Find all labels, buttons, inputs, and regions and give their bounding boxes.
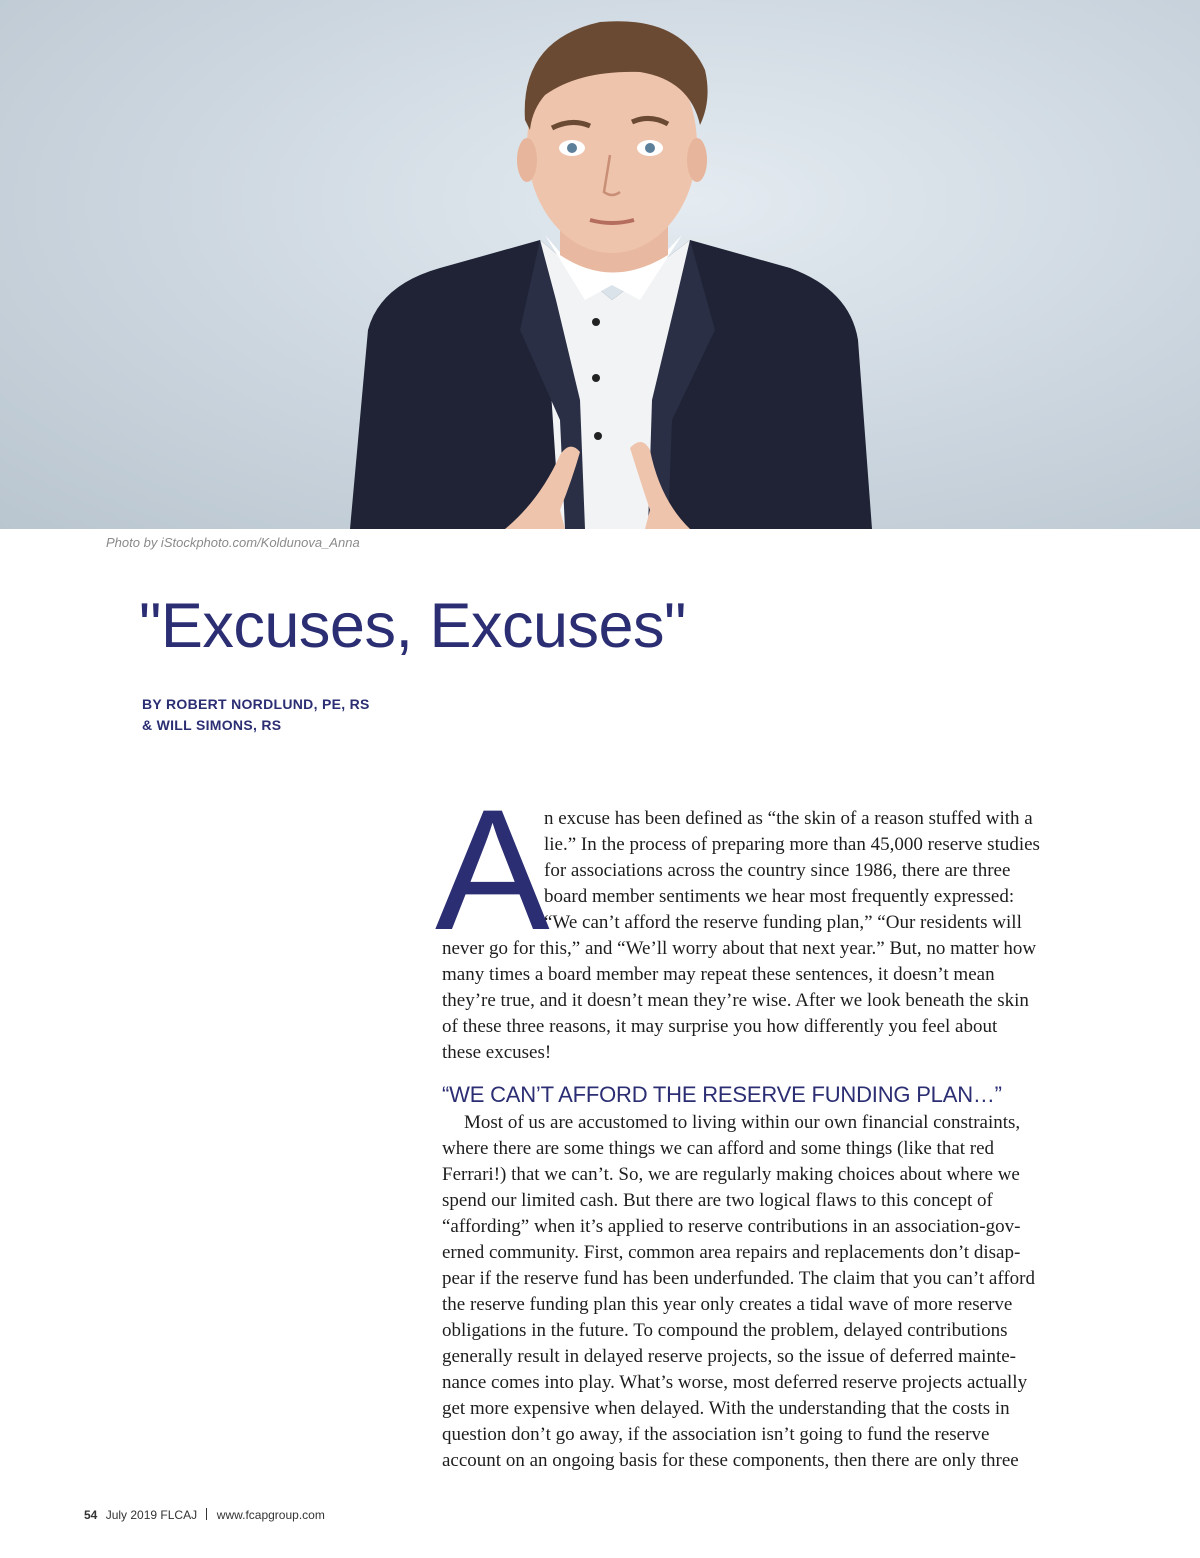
text-line: “We can’t afford the reserve funding plan,” “Our residents will: [544, 912, 1022, 933]
byline: [142, 694, 370, 736]
text-line: lie.” In the process of preparing more than 45,000 reserve studies: [544, 834, 1040, 855]
text-line: the reserve funding plan this year only creates a tidal wave of more reserve: [442, 1294, 1013, 1315]
byline-line: BY ROBERT NORDLUND, PE, RS: [142, 696, 370, 712]
text-line: pear if the reserve fund has been underfunded. The claim that you can’t afford: [442, 1268, 1035, 1289]
text-line: Most of us are accustomed to living within our own financial constraints,: [464, 1112, 1021, 1133]
text-line: spend our limited cash. But there are two logical flaws to this concept of: [442, 1190, 993, 1211]
article-body: [435, 774, 1112, 1474]
text-line: many times a board member may repeat these sentences, it doesn’t mean: [442, 964, 995, 985]
website-link[interactable]: www.fcapgroup.com: [216, 1508, 325, 1522]
article-title: "Excuses, Excuses": [139, 591, 686, 661]
issue-label: July 2019 FLCAJ: [105, 1508, 198, 1522]
footer-divider: [206, 1508, 207, 1520]
text-line: account on an ongoing basis for these components, then there are only three: [442, 1450, 1019, 1471]
page-footer: [84, 1508, 325, 1522]
text-line: where there are some things we can afford and some things (like that red: [442, 1138, 995, 1159]
text-line: never go for this,” and “We’ll worry about that next year.” But, no matter how: [442, 938, 1037, 959]
drop-cap: A: [435, 774, 550, 966]
page-number: 54: [84, 1508, 98, 1522]
text-line: obligations in the future. To compound the problem, delayed contributions: [442, 1320, 1008, 1341]
section-paragraph: [442, 1110, 1112, 1474]
hero-photo: [0, 0, 1200, 529]
text-line: Ferrari!) that we can’t. So, we are regularly making choices about where we: [442, 1164, 1020, 1185]
text-line: they’re true, and it doesn’t mean they’re wise. After we look beneath the skin: [442, 990, 1029, 1011]
text-line: “affording” when it’s applied to reserve contributions in an association-gov-: [442, 1216, 1021, 1237]
text-line: get more expensive when delayed. With the understanding that the costs in: [442, 1398, 1010, 1419]
photo-credit: Photo by iStockphoto.com/Koldunova_Anna: [106, 535, 360, 550]
text-line: nance comes into play. What’s worse, most deferred reserve projects actually: [442, 1372, 1028, 1393]
text-line: these excuses!: [442, 1042, 552, 1063]
text-line: erned community. First, common area repairs and replacements don’t disap-: [442, 1242, 1021, 1263]
text-line: n excuse has been defined as “the skin of a reason stuffed with a: [544, 808, 1033, 829]
text-line: of these three reasons, it may surprise you how differently you feel about: [442, 1016, 998, 1037]
text-line: for associations across the country since 1986, there are three: [544, 860, 1011, 881]
man-portrait-photo: [0, 0, 1200, 529]
section-heading: “WE CAN’T AFFORD THE RESERVE FUNDING PLAN…”: [442, 1082, 1002, 1107]
text-line: board member sentiments we hear most frequently expressed:: [544, 886, 1015, 907]
byline-line: & WILL SIMONS, RS: [142, 717, 282, 733]
text-line: generally result in delayed reserve projects, so the issue of deferred mainte-: [442, 1346, 1016, 1367]
text-line: question don’t go away, if the association isn’t going to fund the reserve: [442, 1424, 990, 1445]
